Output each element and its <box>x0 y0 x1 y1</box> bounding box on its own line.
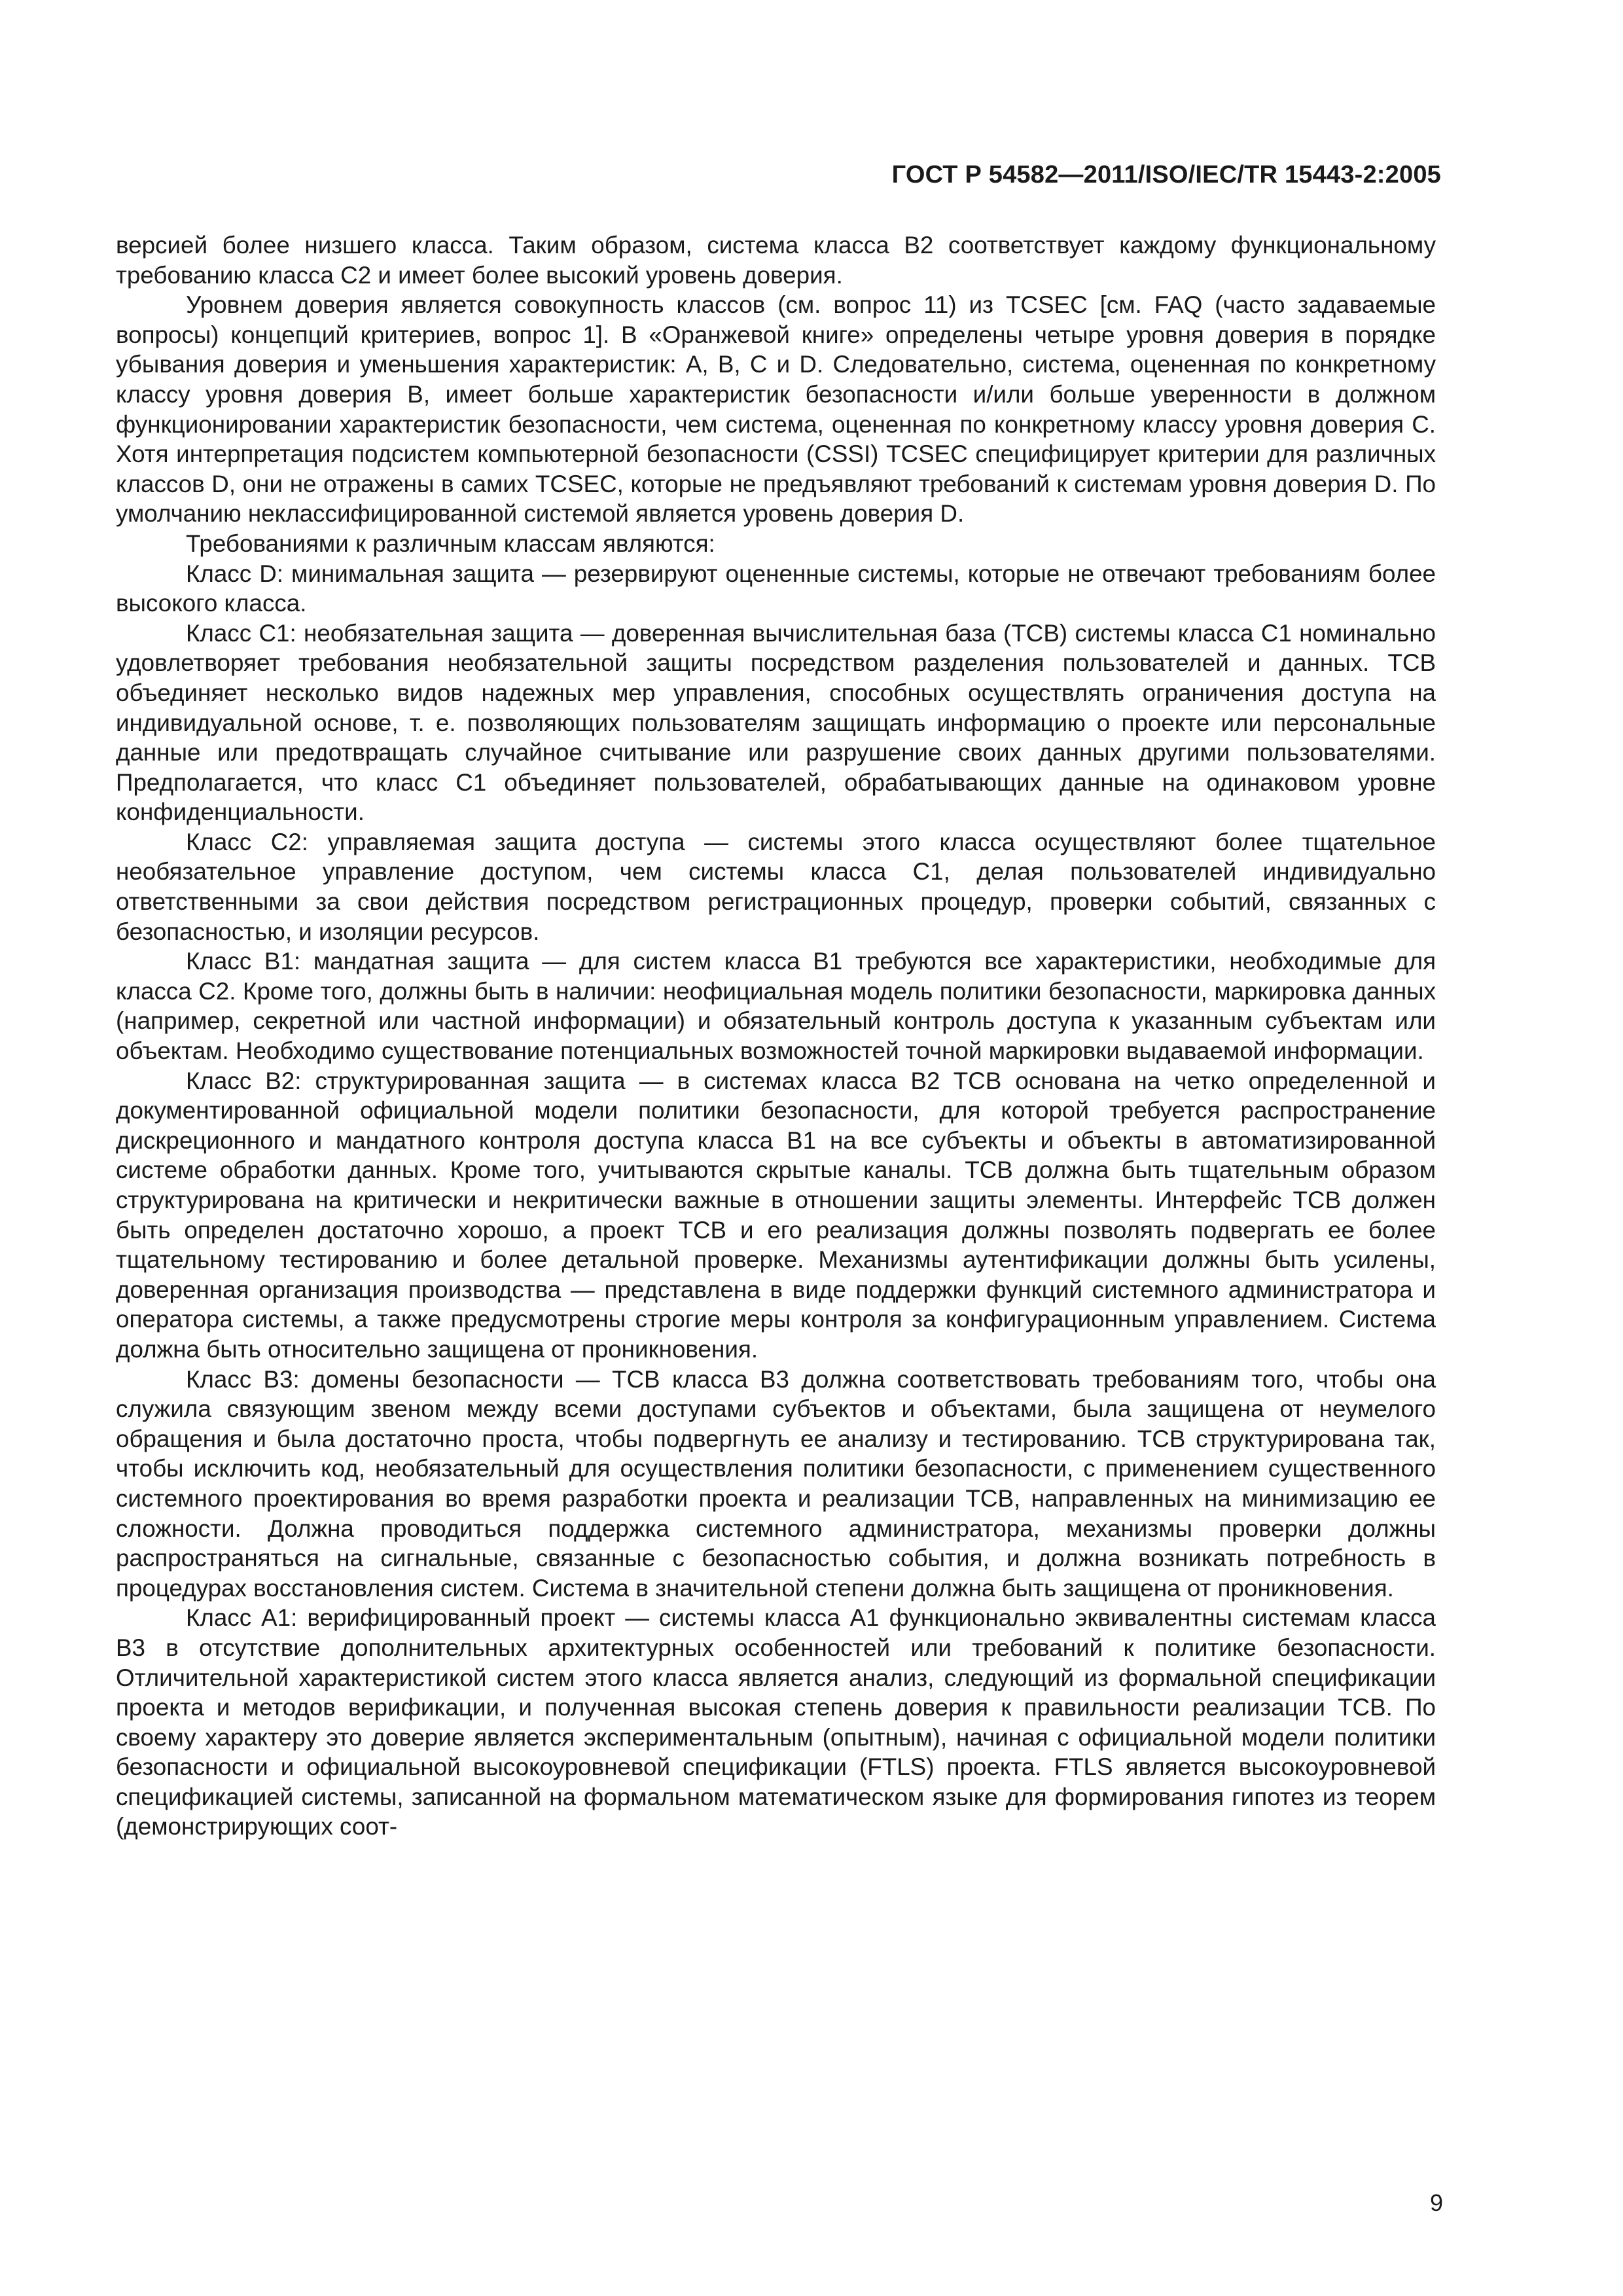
paragraph-class-d: Класс D: минимальная защита — резервируют оцененные системы, которые не отвечают требованиям более высокого класса. <box>116 560 1436 617</box>
paragraph-requirements-intro: Требованиями к различным классам являются: <box>186 529 715 557</box>
body-text <box>116 230 1436 1842</box>
paragraph-assurance-levels: Уровнем доверия является совокупность классов (см. вопрос 11) из TCSEC [см. FAQ (часто задаваемые вопросы) концепций критериев, вопрос 1]. В «Оранжевой книге» определены четыре уровня доверия в порядке убывания доверия и уменьшения характеристик: A, B, C и D. Следовательно, система, оцененная по конкретному классу уровня доверия B, имеет больше характеристик безопасности и/или больше уверенности в должном функционировании характеристик безопасности, чем система, оцененная по конкретному классу уровня доверия C. Хотя интерпретация подсистем компьютерной безопасности (CSSI) TCSEC специфицирует критерии для различных классов D, они не отражены в самих TCSEC, которые не предъявляют требований к системам уровня доверия D. По умолчанию неклассифицированной системой является уровень доверия D. <box>116 291 1436 528</box>
paragraph-class-b2: Класс B2: структурированная защита — в системах класса B2 TCB основана на четко определенной и документированной официальной модели политики безопасности, для которой требуется распространение дискреционного и мандатного контроля доступа класса B1 на все субъекты и объекты в автоматизированной системе обработки данных. Кроме того, учитываются скрытые каналы. TCB должна быть тщательным образом структурирована на критически и некритически важные в отношении защиты элементы. Интерфейс TCB должен быть определен достаточно хорошо, а проект TCB и его реализация должны позволять подвергать ее более тщательному тестированию и более детальной проверке. Механизмы аутентификации должны быть усилены, доверенная организация производства — представлена в виде поддержки функций системного администратора и оператора системы, а также предусмотрены строгие меры контроля за конфигурационным управлением. Система должна быть относительно защищена от проникновения. <box>116 1067 1436 1363</box>
paragraph-continuation: версией более низшего класса. Таким образом, система класса B2 соответствует каждому функциональному требованию класса C2 и имеет более высокий уровень доверия. <box>116 232 1436 289</box>
paragraph-class-b1: Класс B1: мандатная защита — для систем класса B1 требуются все характеристики, необходимые для класса C2. Кроме того, должны быть в наличии: неофициальная модель политики безопасности, маркировка данных (например, секретной или частной информации) и обязательный контроль доступа к указанным субъектам или объектам. Необходимо существование потенциальных возможностей точной маркировки выдаваемой информации. <box>116 948 1436 1065</box>
paragraph-class-c1: Класс C1: необязательная защита — доверенная вычислительная база (TCB) системы класса C1 номинально удовлетворяет требования необязательной защиты посредством разделения пользователей и данных. TCB объединяет несколько видов надежных мер управления, способных осуществлять ограничения доступа на индивидуальной основе, т. е. позволяющих пользователям защищать информацию о проекте или персональные данные или предотвращать случайное считывание или разрушение своих данных другими пользователями. Предполагается, что класс C1 объединяет пользователей, обрабатывающих данные на одинаковом уровне конфиденциальности. <box>116 619 1436 826</box>
paragraph-class-c2: Класс C2: управляемая защита доступа — системы этого класса осуществляют более тщательное необязательное управление доступом, чем системы класса C1, делая пользователей индивидуально ответственными за свои действия посредством регистрационных процедур, проверки событий, связанных с безопасностью, и изоляции ресурсов. <box>116 828 1436 945</box>
page-number: 9 <box>1429 2189 1443 2216</box>
paragraph-class-b3: Класс B3: домены безопасности — TCB класса B3 должна соответствовать требованиям того, чтобы она служила связующим звеном между всеми доступами субъектов и объектами, была защищена от неумелого обращения и была достаточно проста, чтобы подвергнуть ее анализу и тестированию. TCB структурирована так, чтобы исключить код, необязательный для осуществления политики безопасности, с применением существенного системного проектирования во время разработки проекта и реализации TCB, направленных на минимизацию ее сложности. Должна проводиться поддержка системного администратора, механизмы проверки должны распространяться на сигнальные, связанные с безопасностью события, и должна возникать потребность в процедурах восстановления систем. Система в значительной степени должна быть защищена от проникновения. <box>116 1365 1436 1602</box>
paragraph-class-a1: Класс A1: верифицированный проект — системы класса A1 функционально эквивалентны системам класса B3 в отсутствие дополнительных архитектурных особенностей или требований к политике безопасности. Отличительной характеристикой систем этого класса является анализ, следующий из формальной спецификации проекта и методов верификации, и полученная высокая степень доверия к правильности реализации TCB. По своему характеру это доверие является экспериментальным (опытным), начиная с официальной модели политики безопасности и официальной высокоуровневой спецификации (FTLS) проекта. FTLS является высокоуровневой спецификацией системы, записанной на формальном математическом языке для формирования гипотез из теорем (демонстрирующих соот- <box>116 1604 1436 1840</box>
running-header: ГОСТ Р 54582—2011/ISO/IEC/TR 15443-2:2005 <box>891 161 1441 188</box>
